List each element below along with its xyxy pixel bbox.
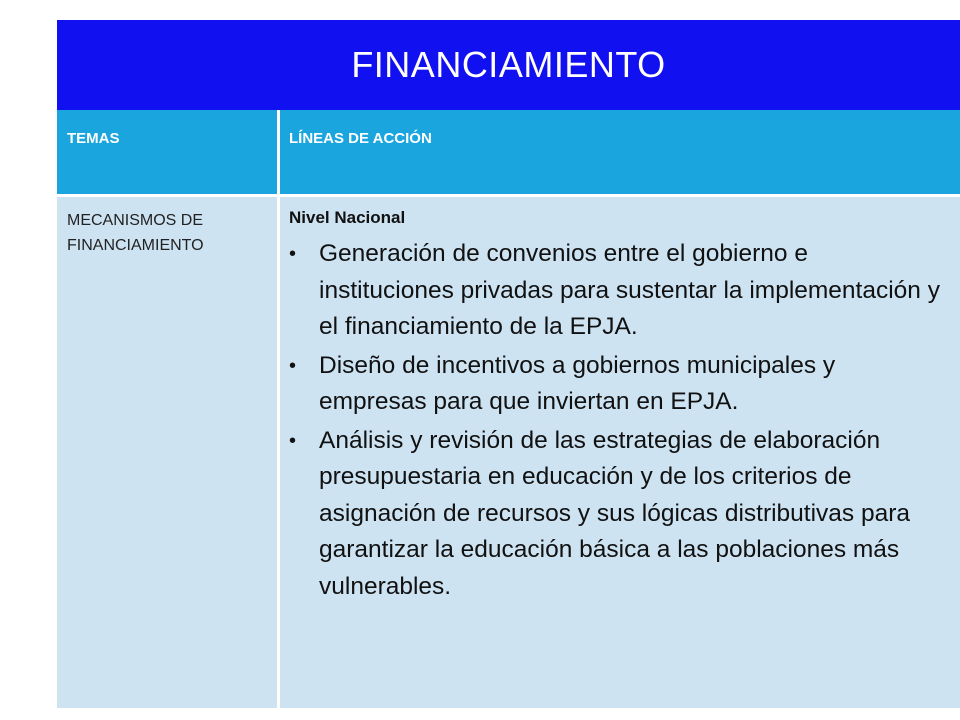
list-item [289,348,949,421]
table-header-row [57,110,960,194]
action-lines-table [57,110,960,708]
bullet-icon: • [289,243,297,265]
actions-cell [289,206,949,607]
list-item [289,423,949,606]
bullet-icon: • [289,429,297,452]
header-lineas-de-accion: LÍNEAS DE ACCIÓN [289,130,432,147]
action-list [289,236,949,605]
level-heading: Nivel Nacional [289,208,406,227]
list-item [289,236,949,346]
list-item-text: Generación de convenios entre el gobierno e instituciones privadas para sustentar la implementación y el financiamiento de la EPJA. [319,240,940,340]
title-bar [57,20,960,110]
list-item-text: Análisis y revisión de las estrategias de elaboración presupuestaria en educación y de los criterios de asignación de recursos y sus lógicas distributivas para garantizar la educación básica a las poblaciones más vulnerables. [319,426,911,600]
slide-title: FINANCIAMIENTO [351,44,666,85]
column-divider [277,110,280,708]
list-item-text: Diseño de incentivos a gobiernos municipales y empresas para que inviertan en EPJA. [319,351,836,415]
row-divider [57,194,960,197]
header-temas: TEMAS [67,130,120,147]
bullet-icon: • [289,354,297,377]
topic-cell: MECANISMOS DE FINANCIAMIENTO [67,212,204,254]
